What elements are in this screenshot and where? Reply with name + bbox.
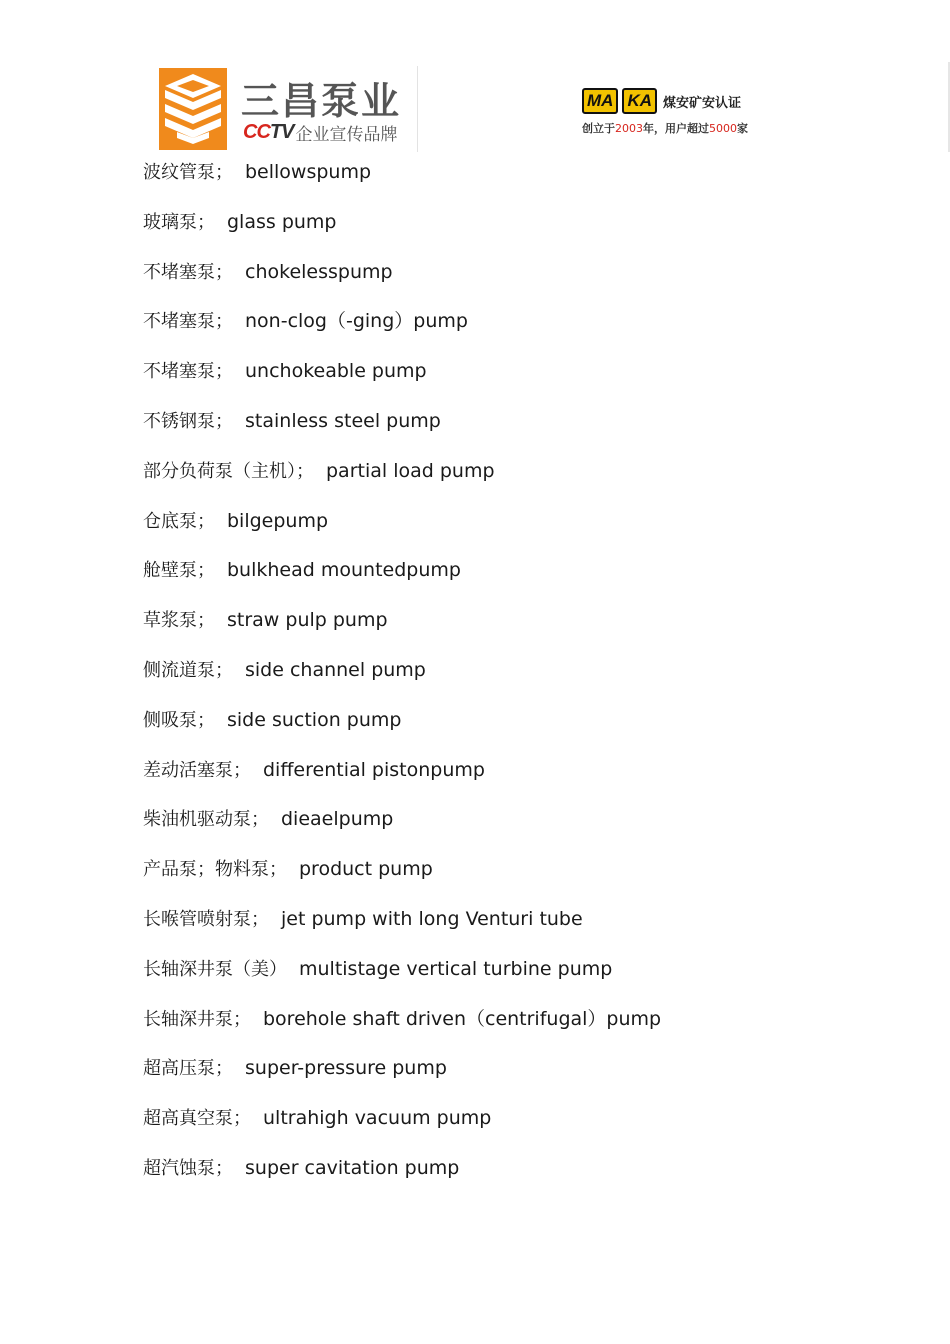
term-english: dieaelpump [281, 808, 394, 831]
term-chinese: 仓底泵； [143, 510, 215, 532]
logo-tagline: 企业宣传品牌 [295, 125, 398, 145]
term-row [143, 505, 661, 555]
term-chinese: 长轴深井泵（美） [143, 958, 287, 980]
certification-block [582, 88, 782, 140]
term-chinese: 舱壁泵； [143, 560, 215, 582]
term-row [143, 156, 661, 206]
term-english: borehole shaft driven（centrifugal）pump [263, 1007, 662, 1030]
term-english: bulkhead mountedpump [227, 559, 461, 582]
term-row [143, 654, 661, 704]
ka-badge: KA [622, 88, 657, 114]
term-chinese: 差动活塞泵； [143, 759, 251, 781]
term-chinese: 波纹管泵； [143, 162, 233, 183]
term-english: bellowspump [245, 161, 372, 183]
term-chinese: 柴油机驱动泵； [143, 809, 269, 831]
term-chinese: 不堵塞泵； [143, 261, 233, 283]
term-chinese: 草浆泵； [143, 610, 215, 632]
term-chinese: 超汽蚀泵； [143, 1157, 233, 1179]
term-english: bilgepump [227, 509, 329, 532]
term-chinese: 长喉管喷射泵； [143, 908, 269, 930]
term-english: side suction pump [227, 708, 402, 731]
company-name: 三昌泵业 [241, 79, 402, 123]
term-row [143, 355, 661, 405]
term-row [143, 1003, 661, 1053]
term-chinese: 超高压泵； [143, 1058, 233, 1080]
term-row [143, 853, 661, 903]
term-english: product pump [299, 858, 433, 881]
term-row [143, 554, 661, 604]
term-row [143, 604, 661, 654]
term-row [143, 305, 661, 355]
term-english: non-clog（-ging）pump [245, 310, 468, 333]
term-chinese: 部分负荷泵（主机）； [143, 460, 314, 482]
term-row [143, 903, 661, 953]
company-logo [157, 66, 418, 152]
term-row [143, 754, 661, 804]
term-english: straw pulp pump [227, 609, 388, 632]
term-english: multistage vertical turbine pump [299, 957, 613, 980]
cctv-wordmark: CCTV [243, 121, 294, 143]
pump-term-list [143, 156, 661, 1202]
term-english: stainless steel pump [245, 409, 441, 432]
term-row [143, 206, 661, 256]
certification-tagline: 创立于2003年，用户超过5000家 [582, 122, 748, 135]
stacked-s-logo-icon [157, 66, 229, 152]
term-english: chokelesspump [245, 260, 393, 283]
term-english: unchokeable pump [245, 360, 427, 383]
term-chinese: 超高真空泵； [143, 1108, 251, 1130]
term-chinese: 不堵塞泵； [143, 361, 233, 383]
term-english: partial load pump [326, 459, 495, 482]
term-chinese: 侧流道泵； [143, 659, 233, 681]
term-english: glass pump [227, 210, 337, 233]
term-row [143, 953, 661, 1003]
term-row [143, 803, 661, 853]
term-row [143, 256, 661, 306]
term-row [143, 1052, 661, 1102]
certification-label: 煤安矿安认证 [663, 95, 742, 111]
term-english: super cavitation pump [245, 1156, 460, 1179]
term-english: jet pump with long Venturi tube [281, 907, 583, 930]
term-english: differential pistonpump [263, 758, 485, 781]
term-english: side channel pump [245, 658, 426, 681]
term-chinese: 玻璃泵； [143, 211, 215, 233]
logo-subline [243, 120, 397, 145]
term-chinese: 产品泵；物料泵； [143, 859, 287, 881]
term-english: super-pressure pump [245, 1057, 447, 1080]
term-row [143, 405, 661, 455]
term-row [143, 455, 661, 505]
term-row [143, 1102, 661, 1152]
term-row [143, 704, 661, 754]
term-row [143, 1152, 661, 1202]
term-chinese: 长轴深井泵； [143, 1008, 251, 1030]
ma-badge: MA [582, 88, 618, 114]
term-chinese: 不堵塞泵； [143, 311, 233, 333]
term-english: ultrahigh vacuum pump [263, 1107, 492, 1130]
term-chinese: 不锈钢泵； [143, 410, 233, 432]
term-chinese: 侧吸泵； [143, 709, 215, 731]
